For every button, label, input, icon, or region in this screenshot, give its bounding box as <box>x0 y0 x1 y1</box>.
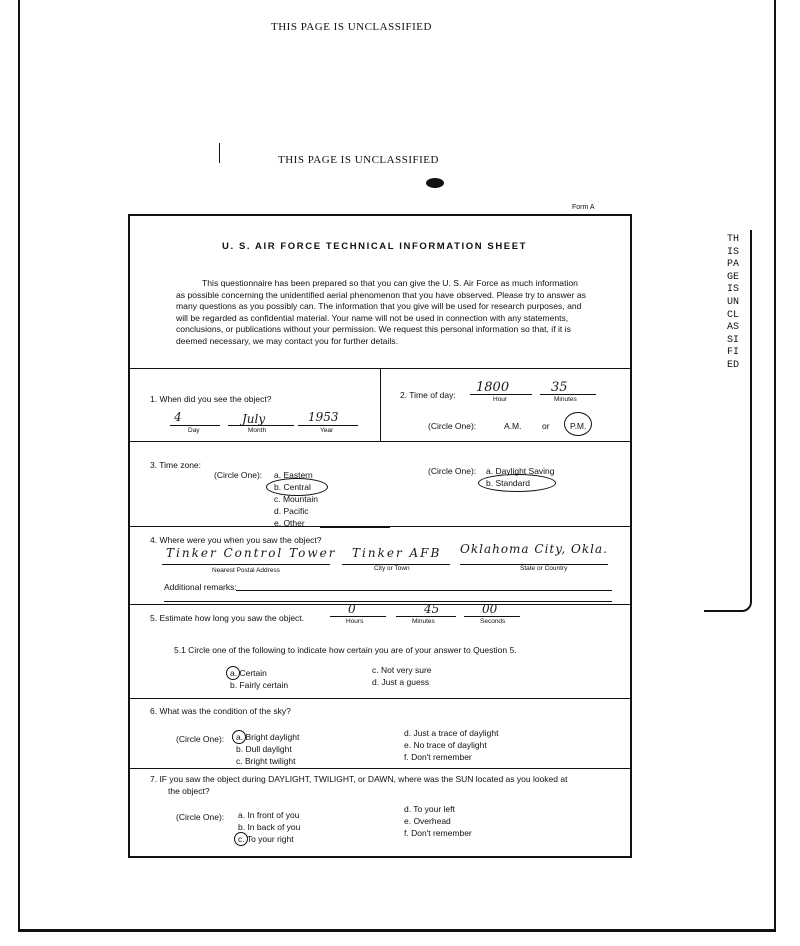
q6-label: 6. What was the condition of the sky? <box>150 706 291 716</box>
q2-minutes-value: 35 <box>551 380 568 395</box>
q2-or: or <box>542 421 550 431</box>
q1-day-line <box>170 425 220 426</box>
form-box <box>128 214 632 858</box>
q2-minutes-label: Minutes <box>554 396 577 403</box>
q6-no-trace: e. No trace of daylight <box>404 740 487 750</box>
q5-minutes-value: 45 <box>424 602 440 616</box>
q6-dull-daylight: b. Dull daylight <box>236 744 292 754</box>
q7-overhead: e. Overhead <box>404 816 451 826</box>
q51-certain: a. Certain <box>230 668 267 678</box>
q1-day-label: Day <box>188 427 200 434</box>
q51-fairly-certain: b. Fairly certain <box>230 680 289 690</box>
q6-bright-daylight-circle <box>232 730 246 744</box>
q1-year-line <box>298 425 358 426</box>
side-banner: THIS PAGE IS UNCLASSIFIED <box>727 234 746 371</box>
q3-standard-circle <box>478 474 556 492</box>
q1-year-label: Year <box>320 427 334 434</box>
q4-label: 4. Where were you when you saw the object? <box>150 535 322 545</box>
q6-bright-twilight: c. Bright twilight <box>236 756 296 766</box>
q1-year-value: 1953 <box>308 410 339 424</box>
q4-state-label: State or Country <box>520 565 568 572</box>
row-separator <box>130 604 630 605</box>
side-bracket <box>704 230 752 612</box>
q3-zone-other: e. Other <box>274 518 305 528</box>
q3-daylight-saving: a. Daylight Saving <box>486 466 555 476</box>
q2-hour-value: 1800 <box>476 380 510 395</box>
q4-address-value: Tinker Control Tower <box>166 546 337 560</box>
q3-central-circle <box>266 478 328 496</box>
q4-address-line <box>162 564 330 565</box>
q2-label: 2. Time of day: <box>400 390 456 400</box>
q3-circle-one-right: (Circle One): <box>428 466 477 476</box>
q7-in-front: a. In front of you <box>238 810 300 820</box>
q7-to-left: d. To your left <box>404 804 455 814</box>
q4-remarks-line-2 <box>164 601 612 602</box>
q3-zone-pacific: d. Pacific <box>274 506 309 516</box>
q3-zone-central: b. Central <box>274 482 311 492</box>
q5-seconds-value: 00 <box>482 602 498 616</box>
q5-label: 5. Estimate how long you saw the object. <box>150 613 305 623</box>
q7-circle-one: (Circle One): <box>176 812 225 822</box>
q51-just-a-guess: d. Just a guess <box>372 677 430 687</box>
q2-hour-label: Hour <box>493 396 508 403</box>
q4-city-label: City or Town <box>374 565 410 572</box>
row-separator <box>130 698 630 699</box>
ink-blot <box>426 178 444 188</box>
q51-not-very-sure: c. Not very sure <box>372 665 432 675</box>
form-title: U. S. AIR FORCE TECHNICAL INFORMATION SHEET <box>222 241 528 252</box>
q2-minutes-line <box>540 394 596 395</box>
intro-paragraph <box>176 278 586 348</box>
q1-day-value: 4 <box>174 410 182 424</box>
q6-trace-of-daylight: d. Just a trace of daylight <box>404 728 499 738</box>
row-separator <box>130 441 630 442</box>
q7-to-right-circle <box>234 832 248 846</box>
q2-circle-one: (Circle One): <box>428 421 477 431</box>
q3-label: 3. Time zone: <box>150 460 202 470</box>
q2-pm: P.M. <box>570 421 587 431</box>
q1-label: 1. When did you see the object? <box>150 394 272 404</box>
q5-seconds-label: Seconds <box>480 618 506 625</box>
q1-month-line <box>228 425 294 426</box>
q3-other-line <box>320 527 390 528</box>
intro-text: This questionnaire has been prepared so that you can give the U. S. Air Force as much information as possible concerning the unidentified aerial phenomenon that you have observed. Please try to answer as many questions as you possibly can. The information that you give will be used for research purposes, and will be regarded as confidential material. Your name will not be used in connection with any statements, conclusions, or publications without your permission. We request this personal information so that, if it is deemed necessary, we may contact you for further details. <box>176 278 586 346</box>
page-header-second: THIS PAGE IS UNCLASSIFIED <box>278 154 439 166</box>
q4-remarks-label: Additional remarks: <box>164 582 237 592</box>
q7-dont-remember: f. Don't remember <box>404 828 472 838</box>
q51-certain-circle <box>226 666 240 680</box>
column-divider <box>380 368 381 441</box>
q4-address-label: Nearest Postal Address <box>212 567 280 574</box>
q5-hours-value: 0 <box>348 602 356 616</box>
q5-minutes-label: Minutes <box>412 618 435 625</box>
q4-remarks-line <box>236 590 612 591</box>
q3-standard: b. Standard <box>486 478 530 488</box>
q4-state-value: Oklahoma City, Okla. <box>460 542 608 556</box>
q7-label-line2: the object? <box>168 786 210 796</box>
q3-zone-mountain: c. Mountain <box>274 494 318 504</box>
q7-in-back: b. In back of you <box>238 822 301 832</box>
q7-to-right: c. To your right <box>238 834 294 844</box>
q6-dont-remember: f. Don't remember <box>404 752 472 762</box>
q3-zone-eastern: a. Eastern <box>274 470 313 480</box>
q4-city-value: Tinker AFB <box>352 546 442 560</box>
q2-am: A.M. <box>504 421 522 431</box>
q7-label-line1: 7. IF you saw the object during DAYLIGHT, TWILIGHT, or DAWN, where was the SUN located as you looked at <box>150 774 568 784</box>
ink-mark <box>219 143 223 163</box>
q5-seconds-line <box>464 616 520 617</box>
q1-month-label: Month <box>248 427 267 434</box>
q5-hours-label: Hours <box>346 618 364 625</box>
row-separator <box>130 768 630 769</box>
q51-label: 5.1 Circle one of the following to indicate how certain you are of your answer to Question 5. <box>174 645 517 655</box>
q3-circle-one-left: (Circle One): <box>214 470 263 480</box>
q5-hours-line <box>330 616 386 617</box>
q2-hour-line <box>470 394 532 395</box>
q1-month-value: July <box>242 412 266 426</box>
q5-minutes-line <box>396 616 456 617</box>
q2-pm-circle <box>564 412 592 436</box>
q6-circle-one: (Circle One): <box>176 734 225 744</box>
page-header-top: THIS PAGE IS UNCLASSIFIED <box>271 21 432 33</box>
q6-bright-daylight: a. Bright daylight <box>236 732 300 742</box>
form-label: Form A <box>572 204 595 211</box>
